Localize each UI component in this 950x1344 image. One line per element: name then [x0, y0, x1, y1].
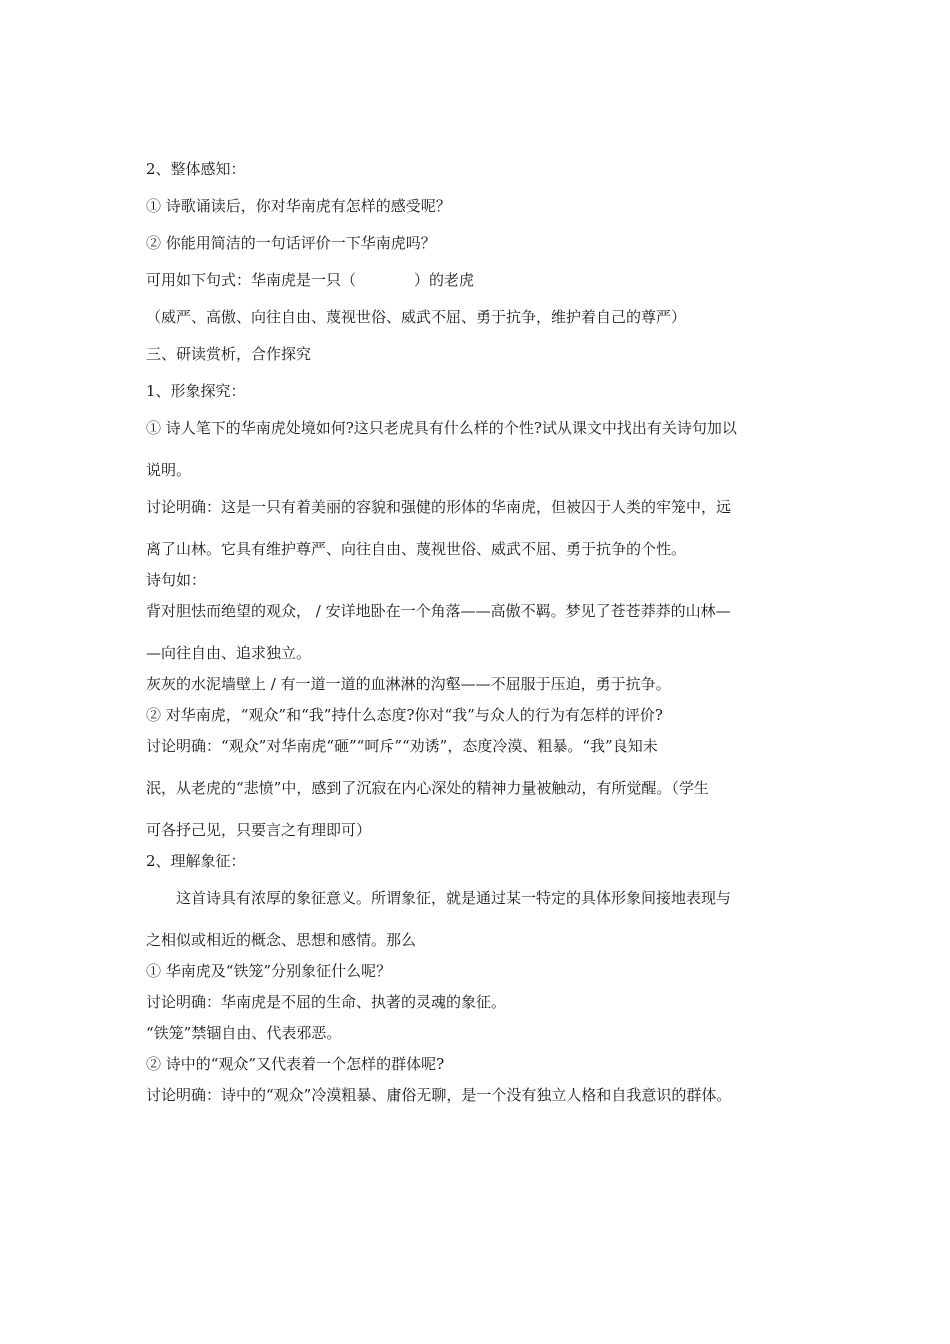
answer-line: “铁笼”禁锢自由、代表邪恶。 [146, 1024, 342, 1042]
answer-line: 泯，从老虎的“悲愤”中，感到了沉寂在内心深处的精神力量被触动，有所觉醒。（学生 [146, 779, 709, 797]
answer-line: 讨论明确：“观众”对华南虎“砸”“呵斥”“劝诱”，态度冷漠、粗暴。“我”良知未 [146, 737, 658, 755]
poem-quote-line: 灰灰的水泥墙壁上 / 有一道一道的血淋淋的沟壑——不屈服于压迫，勇于抗争。 [146, 675, 671, 693]
sentence-pattern-suffix: ）的老虎 [414, 271, 475, 289]
question-line: ② 对华南虎，“观众”和“我”持什么态度?你对“我”与众人的行为有怎样的评价? [146, 706, 663, 724]
question-line: 说明。 [146, 461, 192, 479]
section-heading: 2、理解象征： [146, 852, 246, 870]
question-line: ① 诗人笔下的华南虎处境如何?这只老虎具有什么样的个性?试从课文中找出有关诗句加以 [146, 419, 737, 437]
sentence-pattern-line [146, 271, 814, 289]
question-line: ① 华南虎及“铁笼”分别象征什么呢？ [146, 962, 392, 980]
answer-line: 讨论明确：华南虎是不屈的生命、执著的灵魂的象征。 [146, 993, 507, 1011]
answer-line: 讨论明确：这是一只有着美丽的容貌和强健的形体的华南虎，但被囚于人类的牢笼中，远 [146, 498, 732, 516]
section-heading: 2、整体感知： [146, 160, 246, 178]
answer-line: 讨论明确：诗中的“观众”冷漠粗暴、庸俗无聊，是一个没有独立人格和自我意识的群体。 [146, 1086, 732, 1104]
poem-quote-line: 背对胆怯而绝望的观众， / 安详地卧在一个角落——高傲不羁。梦见了苍苍莽莽的山林— [146, 602, 731, 620]
question-line: ② 你能用简洁的一句话评价一下华南虎吗？ [146, 234, 436, 252]
paragraph-line: 这首诗具有浓厚的象征意义。所谓象征，就是通过某一特定的具体形象间接地表现与 [176, 889, 732, 907]
paragraph-line: 诗句如： [146, 571, 207, 589]
question-line: ① 诗歌诵读后，你对华南虎有怎样的感受呢？ [146, 197, 451, 215]
question-line: ② 诗中的“观众”又代表着一个怎样的群体呢? [146, 1055, 445, 1073]
answer-line: 可各抒己见，只要言之有理即可） [146, 821, 372, 839]
answer-line: （威严、高傲、向往自由、蔑视世俗、威武不屈、勇于抗争，维护着自己的尊严） [146, 308, 687, 326]
section-heading: 三、研读赏析，合作探究 [146, 345, 312, 363]
section-heading: 1、形象探究： [146, 382, 246, 400]
sentence-pattern-prefix: 可用如下句式：华南虎是一只（ [146, 271, 357, 289]
paragraph-line: 之相似或相近的概念、思想和感情。那么 [146, 931, 417, 949]
answer-line: 离了山林。它具有维护尊严、向往自由、蔑视世俗、威武不屈、勇于抗争的个性。 [146, 540, 687, 558]
document-body [146, 160, 814, 1104]
poem-quote-line: —向往自由、追求独立。 [146, 644, 312, 662]
